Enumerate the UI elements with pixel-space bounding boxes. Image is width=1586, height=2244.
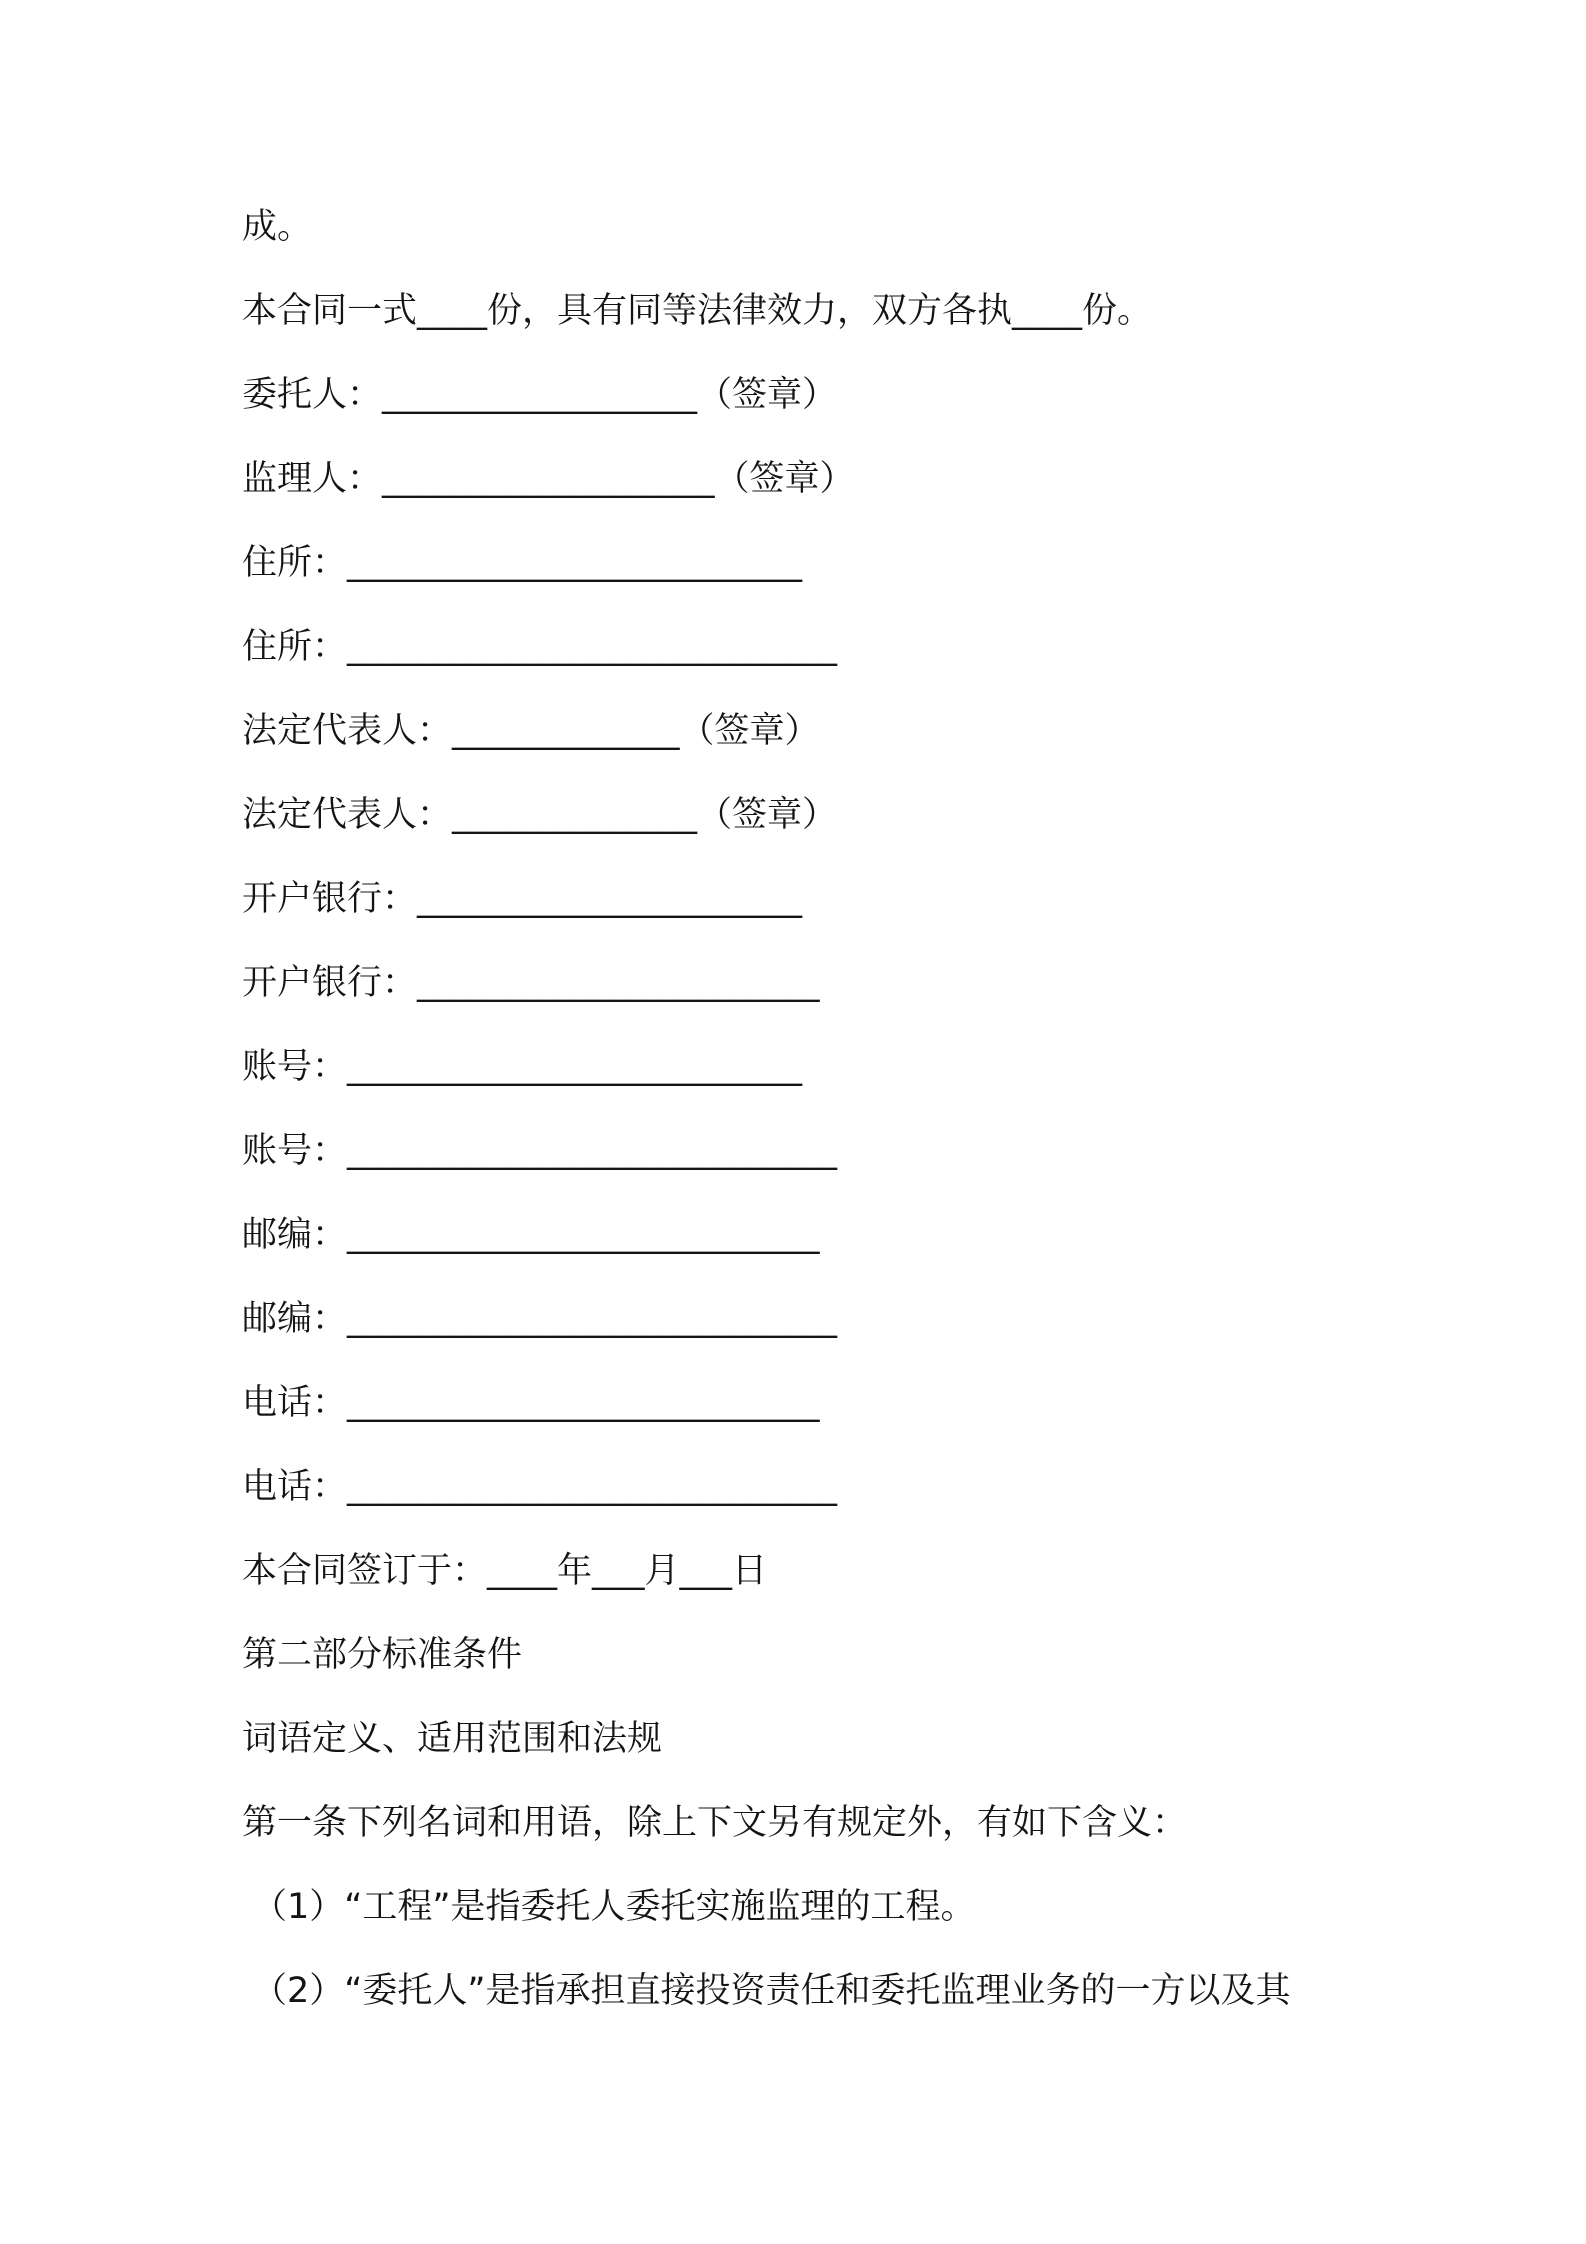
definition-item-2: （2）“委托人”是指承担直接投资责任和委托监理业务的一方以及其 [252,1971,1291,2011]
text-line-completion: 成。 [242,207,313,247]
field-client-legal-rep: 法定代表人：_____________（签章） [242,711,820,751]
section-heading-part-two: 第二部分标准条件 [242,1635,523,1675]
field-supervisor-signature: 监理人：___________________（签章） [242,459,855,499]
field-client-account: 账号：__________________________ [242,1047,803,1087]
field-client-postcode: 邮编：___________________________ [242,1215,820,1255]
definition-item-1: （1）“工程”是指委托人委托实施监理的工程。 [252,1887,976,1927]
field-supervisor-address: 住所：____________________________ [242,627,838,667]
field-supervisor-phone: 电话：____________________________ [242,1467,838,1507]
field-supervisor-legal-rep: 法定代表人：______________（签章） [242,795,838,835]
field-supervisor-account: 账号：____________________________ [242,1131,838,1171]
field-signing-date: 本合同签订于：____年___月___日 [242,1551,768,1591]
field-client-bank: 开户银行：______________________ [242,879,803,919]
field-supervisor-postcode: 邮编：____________________________ [242,1299,838,1339]
field-client-signature: 委托人：__________________（签章） [242,375,838,415]
field-client-phone: 电话：___________________________ [242,1383,820,1423]
subsection-heading-definitions: 词语定义、适用范围和法规 [242,1719,663,1759]
article-one-intro: 第一条下列名词和用语，除上下文另有规定外，有如下含义： [242,1803,1188,1843]
text-line-copies-clause: 本合同一式____份，具有同等法律效力，双方各执____份。 [242,291,1153,331]
field-supervisor-bank: 开户银行：_______________________ [242,963,820,1003]
field-client-address: 住所：__________________________ [242,543,803,583]
